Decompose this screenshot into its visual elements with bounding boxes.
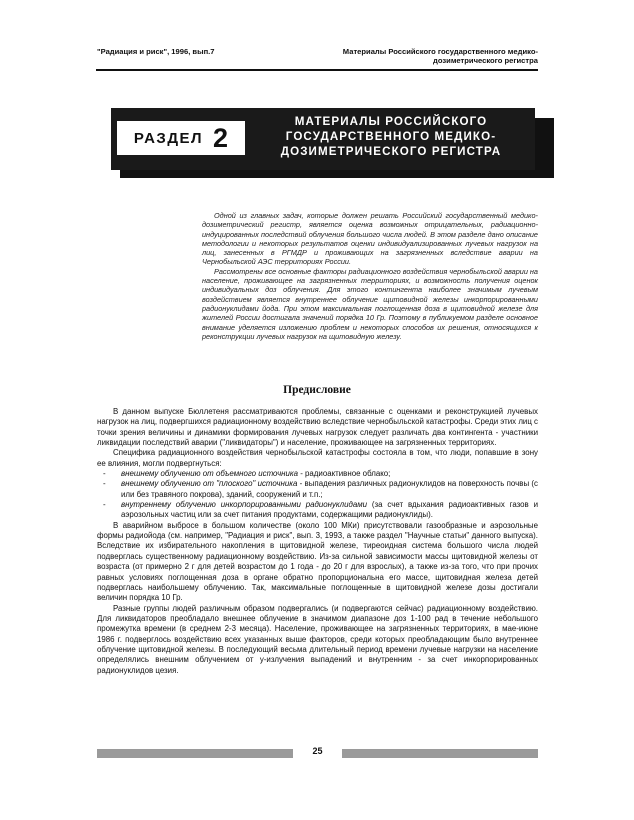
list-item	[97, 500, 538, 521]
footer-bar-right	[342, 749, 538, 758]
body-paragraph: В данном выпуске Бюллетеня рассматриваются проблемы, связанные с оценками и реконструкцией лучевых нагрузок на лиц, подвергшихся радиационному воздействию вследствие чернобыльской катастрофы. Среди этих лиц с точки зрения величины и динамики формирования лучевых нагрузок следует различать два контингента - участники ликвидации последствий аварии ("ликвидаторы") и население, проживающее на загрязненных территориях.	[97, 407, 538, 448]
section-word: РАЗДЕЛ	[133, 129, 204, 147]
abstract-paragraph: Одной из главных задач, которые должен решать Российский государственный медико-дозиметрический регистр, является оценка возможных отрицательных, радиационно-индуцированных последствий облучения большого числа людей. В этом разделе дано описание методологии и некоторых результатов оценки индивидуализированных лучевых нагрузок на лиц, занесенных в РГМДР и проживающих на загрязненных вследствие аварии на Чернобыльской АЭС территориях России.	[202, 211, 538, 267]
list-dash: -	[103, 479, 106, 489]
list-dash: -	[103, 500, 106, 510]
list-item-text: (за счет вдыхания радиоактивных газов и аэрозольных частиц или за счет питания продуктами, содержащими радионуклиды).	[121, 500, 538, 520]
list-item	[97, 469, 538, 479]
list-dash: -	[103, 469, 106, 479]
body-text	[97, 407, 538, 676]
abstract	[202, 211, 538, 341]
running-header-journal: "Радиация и риск", 1996, вып.7	[97, 47, 215, 56]
section-number: 2	[213, 122, 229, 153]
running-header-section: Материалы Российского государственного медико-дозиметрического регистра	[342, 47, 538, 65]
header-rule	[96, 69, 538, 71]
preface-heading: Предисловие	[283, 384, 351, 396]
abstract-paragraph: Рассмотрены все основные факторы радиационного воздействия чернобыльской аварии на население, проживающее на загрязненных территориях, и возможность получения оценок индивидуальных доз облучения. Для этого контингента наиболее значимым лучевым воздействием является внутреннее облучение щитовидной железы инкорпорированными радионуклидами йода. При этом максимальная поглощенная доза в щитовидной железе для жителей России достигала значений порядка 10 Гр. Поэтому в публикуемом разделе основное внимание уделяется изложению проблем и некоторых способов их решения, относящихся к реконструкции лучевых нагрузок на щитовидную железу.	[202, 266, 538, 341]
list-item-emphasis: внешнему облучению от "плоского" источника	[121, 479, 298, 489]
section-title: МАТЕРИАЛЫ РОССИЙСКОГО ГОСУДАРСТВЕННОГО МЕДИКО-ДОЗИМЕТРИЧЕСКОГО РЕГИСТРА	[280, 115, 502, 158]
list-item-emphasis: внешнему облучению от объемного источника	[121, 469, 299, 479]
list-item	[97, 479, 538, 500]
body-paragraph: В аварийном выбросе в большом количестве (около 100 МКи) присутствовали газообразные и аэрозольные формы радиойода (см. например, "Радиация и риск", вып. 3, 1993, а также раздел "Научные статьи" данного выпуска). Вследствие их избирательного накопления в щитовидной железе, тиреоидная система большого числа людей подверглась существенному радиационному воздействию. Из-за сильной зависимости массы щитовидной железы от возраста (от примерно 2 г для детей возрастом до 1 года - до 20 г для взрослых), а также из-за того, что при прочих равных условиях поглощенная доза в органе обратно пропорциональна его массе, щитовидная железа детей подверглась наибольшему облучению. Так, максимальные поглощенные в щитовидной железе дозы достигали величин порядка 10 Гр.	[97, 520, 538, 603]
body-paragraph: Разные группы людей различным образом подвергались (и подвергаются сейчас) радиационному воздействию. Для ликвидаторов преобладало внешнее облучение в значимом диапазоне доз 1-100 рад в течение небольшого промежутка времени (в среднем 2-3 месяца). Население, проживающее на загрязненных территориях, в мае-июне 1986 г. подверглось воздействию всех указанных выше факторов, среди которых преобладающим было внутреннее облучение щитовидной железы. В последующий весьма длительный период времени лучевые нагрузки на население определялись внешним облучением от у-излучения выпадений и внутренним - за счет инкорпорированных радионуклидов цезия.	[97, 603, 538, 675]
list-item-text: - выпадения различных радионуклидов на поверхность почвы (с или без травяного покрова), зданий, сооружений и т.п.;	[121, 479, 538, 499]
footer-bar-left	[97, 749, 293, 758]
list-item-emphasis: внутреннему облучению инкорпорированными радионуклидами	[121, 500, 368, 510]
page-number: 25	[312, 746, 323, 756]
section-label-box	[117, 121, 245, 155]
body-paragraph: Специфика радиационного воздействия чернобыльской катастрофы состояла в том, что люди, попавшие в зону ее влияния, могли подвергнуться:	[97, 448, 538, 468]
exposure-list	[97, 469, 538, 521]
list-item-text: - радиоактивное облако;	[298, 469, 391, 479]
